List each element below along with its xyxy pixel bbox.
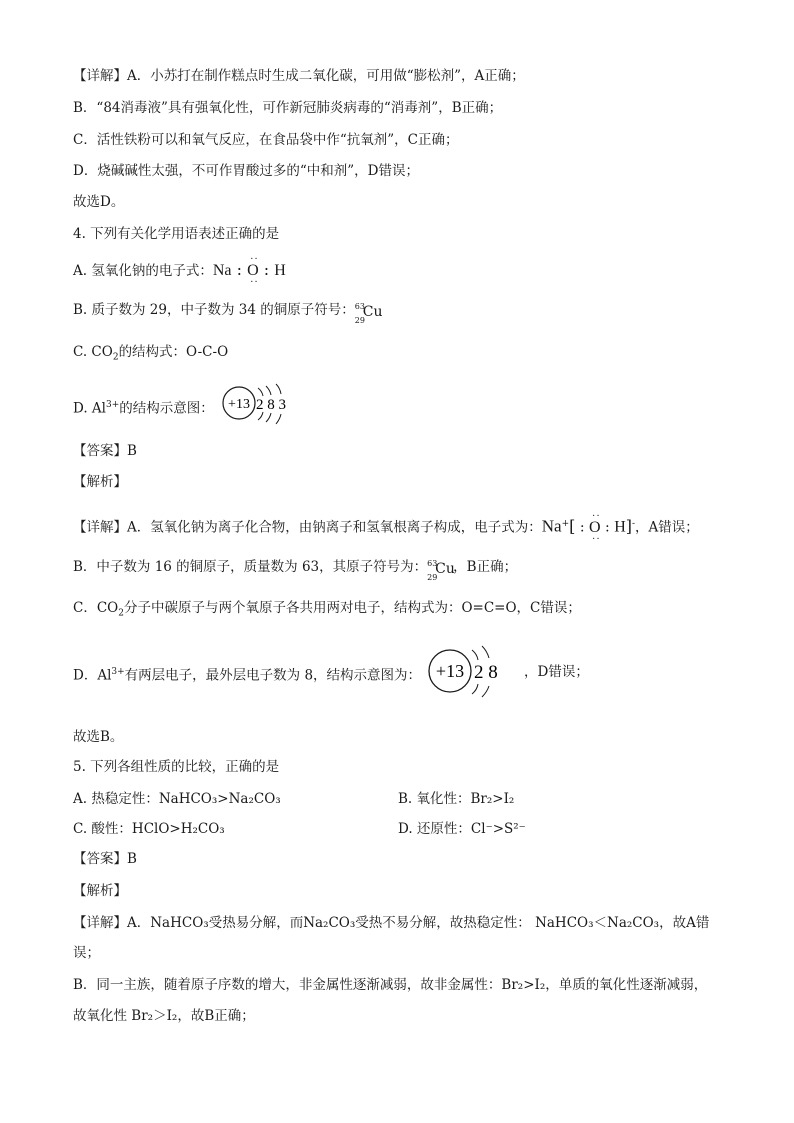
- q5-analysis: 【解析】: [73, 883, 127, 899]
- oxygen-symbol: ·· O ··: [247, 254, 259, 288]
- q4-option-a: A. 氢氧化钠的电子式：Na : ·· O ·· : H: [73, 254, 286, 288]
- q4-option-a-label: A. 氢氧化钠的电子式：: [73, 263, 213, 279]
- na-symbol: Na: [212, 262, 232, 279]
- q5-option-b: B. 氧化性：Br₂>I₂: [398, 791, 515, 807]
- q4-option-b: B. 质子数为 29，中子数为 34 的铜原子符号： 63 29 Cu: [73, 301, 383, 325]
- q4-detail-d-tail: ，D错误；: [524, 664, 589, 680]
- h-symbol: H: [274, 262, 286, 279]
- q5-stem: 5. 下列各组性质的比较，正确的是: [73, 759, 280, 775]
- q4-analysis: 【解析】: [73, 474, 127, 490]
- svg-text:+13: +13: [435, 661, 465, 681]
- svg-text:+13: +13: [228, 397, 250, 412]
- q3-detail-c: C．活性铁粉可以和氧气反应，在食品袋中作“抗氧剂”，C正确；: [73, 132, 459, 148]
- q5-option-a: A. 热稳定性：NaHCO₃>Na₂CO₃: [73, 791, 281, 807]
- q3-detail-b: B．“84消毒液”具有强氧化性，可作新冠肺炎病毒的“消毒剂”，B正确；: [73, 100, 503, 116]
- svg-text:2 8 3: 2 8 3: [256, 397, 286, 413]
- al-ion-correct-structure-diagram: [424, 640, 514, 702]
- al-ion-structure-diagram: [220, 378, 300, 428]
- q5-option-c: C. 酸性：HClO>H₂CO₃: [73, 821, 225, 837]
- q5-detail-a-line2: 误；: [73, 945, 100, 961]
- q3-detail-d: D．烧碱碱性太强，不可作胃酸过多的“中和剂”，D错误；: [73, 163, 419, 179]
- q4-option-c: C. $CO_2$的结构式：O-C-O: [73, 344, 229, 363]
- q4-stem: 4. 下列有关化学用语表述正确的是: [73, 226, 280, 242]
- q4-option-d: D. $Al^{3+}$的结构示意图：: [73, 400, 214, 417]
- q3-detail-a: 【详解】A．小苏打在制作糕点时生成二氧化碳，可用做“膨松剂”，A正确；: [73, 68, 525, 84]
- q3-choice: 故选D。: [73, 194, 125, 210]
- q5-detail-b-line2: 故氧化性 Br₂＞I₂，故B正确；: [73, 1008, 255, 1024]
- q5-option-d: D. 还原性：Cl⁻>S²⁻: [398, 821, 526, 837]
- q4-choice: 故选B。: [73, 729, 124, 745]
- svg-text:2 8: 2 8: [474, 662, 498, 683]
- q4-detail-a: 【详解】A．氢氧化钠为离子化合物，由钠离子和氢氧根离子构成，电子式为：Na+[ : ·· O ·· : H]-，A错误；: [73, 510, 699, 545]
- q5-detail-b-line1: B．同一主族，随着原子序数的增大，非金属性逐渐减弱，故非金属性：Br₂>I₂，单质的氧化性逐渐减弱，: [73, 977, 708, 993]
- q4-answer: 【答案】B: [73, 443, 137, 459]
- cu-nuclide-symbol: 63 29 Cu: [354, 301, 383, 325]
- q4-detail-c: C．$CO_2$分子中碳原子与两个氧原子各共用两对电子，结构式为：O=C=O，C错误；: [73, 600, 581, 619]
- cu-nuclide-answer: 63 29 Cu: [427, 558, 455, 582]
- q5-detail-a-line1: 【详解】A．NaHCO₃受热易分解，而Na₂CO₃受热不易分解，故热稳定性： NaHCO₃＜Na₂CO₃，故A错: [73, 915, 710, 931]
- q4-detail-b: B．中子数为 16 的铜原子，质量数为 63，其原子符号为： 63 29 Cu ，B正确；: [73, 558, 518, 582]
- q5-answer: 【答案】B: [73, 851, 137, 867]
- q4-detail-d: D．$Al^{3+}$有两层电子，最外层电子数为 8，结构示意图为：: [73, 667, 422, 684]
